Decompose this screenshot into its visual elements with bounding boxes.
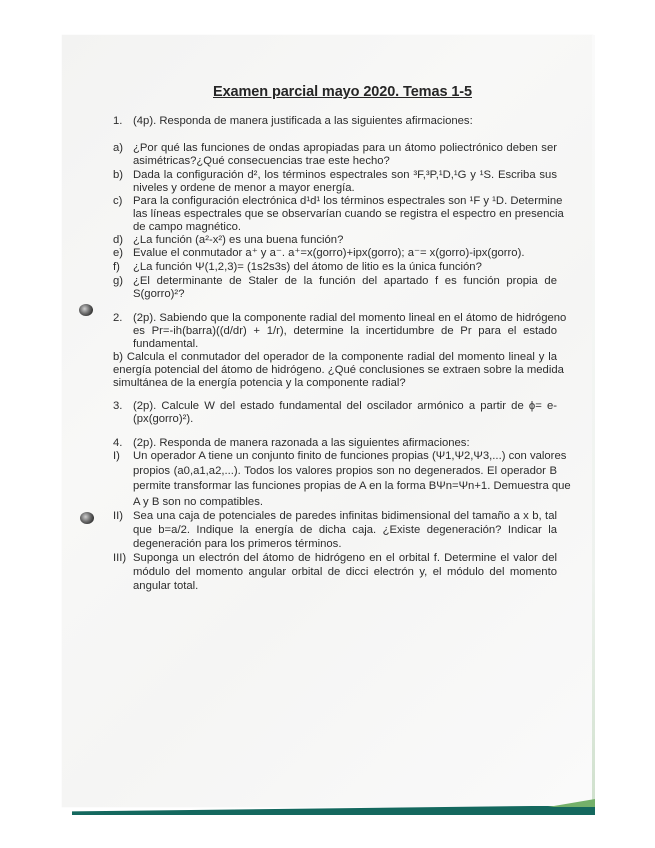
item-I-line-4: A y B son no compatibles. bbox=[133, 496, 263, 508]
exam-title: Examen parcial mayo 2020. Temas 1-5 bbox=[213, 84, 472, 100]
item-e-line-1: Evalue el conmutador a⁺ y a⁻. a⁺=x(gorro)+ipx(gorro); a⁻= x(gorro)-ipx(gorro). bbox=[133, 247, 525, 259]
question-number: 1. bbox=[113, 115, 123, 127]
item-label: III) bbox=[113, 552, 127, 564]
item-a-line-2: asimétricas?¿Qué consecuencias trae este hecho? bbox=[133, 155, 390, 167]
item-I-line-3: permite transformar las funciones propias de A en la forma BΨn=Ψn+1. Demuestra que bbox=[133, 480, 571, 492]
question-number: 3. bbox=[113, 400, 123, 412]
question-2b-line-3: simultánea de la energía potencia y la componente radial? bbox=[113, 377, 406, 389]
item-label: a) bbox=[113, 142, 124, 154]
question-2b-line-1: b) Calcula el conmutador del operador de la componente radial del momento lineal y la bbox=[113, 351, 557, 363]
item-f-line-1: ¿La función Ψ(1,2,3)= (1s2s3s) del átomo de litio es la única función? bbox=[133, 261, 482, 273]
question-3-line-1: (2p). Calcule W del estado fundamental del oscilador armónico a partir de ϕ= e- bbox=[133, 400, 557, 412]
question-1-header: (4p). Responda de manera justificada a las siguientes afirmaciones: bbox=[133, 115, 473, 127]
item-b-line-2: niveles y ordene de menor a mayor energía. bbox=[133, 182, 355, 194]
item-I-line-1: Un operador A tiene un conjunto finito de funciones propias (Ψ1,Ψ2,Ψ3,...) con valores bbox=[133, 450, 567, 462]
item-II-line-1: Sea una caja de potenciales de paredes infinitas bidimensional del tamaño a x b, tal bbox=[133, 510, 557, 522]
question-2b-line-2: energía potencial del átomo de hidrógeno. ¿Qué conclusiones se extraen sobre la medida bbox=[113, 364, 564, 376]
item-a-line-1: ¿Por qué las funciones de ondas apropiadas para un átomo poliectrónico deben ser bbox=[133, 142, 557, 154]
question-2-line-2: es Pr=-ih(barra)((d/dr) + 1/r), determine la incertidumbre de Pr para el estado bbox=[133, 325, 557, 337]
question-2-line-1: (2p). Sabiendo que la componente radial del momento lineal en el átomo de hidrógeno bbox=[133, 312, 567, 324]
item-II-line-3: degeneración para los primeros términos. bbox=[133, 538, 342, 550]
item-III-line-2: módulo del momento angular orbital de dicci electrón y, el módulo del momento bbox=[133, 566, 557, 578]
item-label: c) bbox=[113, 195, 123, 207]
item-c-line-3: de campo magnético. bbox=[133, 221, 242, 233]
item-I-line-2: propios (a0,a1,a2,...). Todos los valores propios son no degenerados. El operador B bbox=[133, 465, 557, 477]
question-number: 2. bbox=[113, 312, 123, 324]
item-b-line-1: Dada la configuración d², los términos espectrales son ³F,³P,¹D,¹G y ¹S. Escriba sus bbox=[133, 169, 557, 181]
item-III-line-3: angular total. bbox=[133, 580, 199, 592]
item-c-line-1: Para la configuración electrónica d¹d¹ los términos espectrales son ¹F y ¹D. Determine bbox=[133, 195, 563, 207]
item-label: II) bbox=[113, 510, 124, 522]
question-4-header: (2p). Responda de manera razonada a las siguientes afirmaciones: bbox=[133, 437, 470, 449]
item-label: b) bbox=[113, 169, 124, 181]
question-3-line-2: (px(gorro)²). bbox=[133, 413, 194, 425]
item-label: e) bbox=[113, 247, 124, 259]
item-III-line-1: Suponga un electrón del átomo de hidrógeno en el orbital f. Determine el valor del bbox=[133, 552, 557, 564]
item-g-line-2: S(gorro)²? bbox=[133, 288, 185, 300]
question-2-line-3: fundamental. bbox=[133, 338, 199, 350]
item-g-line-1: ¿El determinante de Staler de la función del apartado f es función propia de bbox=[133, 275, 557, 287]
item-c-line-2: las líneas espectrales que se observarían cuando se registra el espectro en presencia bbox=[133, 208, 564, 220]
item-label: g) bbox=[113, 275, 124, 287]
item-II-line-2: que b=a/2. Indique la energía de dicha caja. ¿Existe degeneración? Indicar la bbox=[133, 524, 557, 536]
item-label: I) bbox=[113, 450, 120, 462]
question-number: 4. bbox=[113, 437, 123, 449]
item-label: d) bbox=[113, 234, 124, 246]
item-d-line-1: ¿La función (a²-x²) es una buena función? bbox=[133, 234, 344, 246]
item-label: f) bbox=[113, 261, 120, 273]
